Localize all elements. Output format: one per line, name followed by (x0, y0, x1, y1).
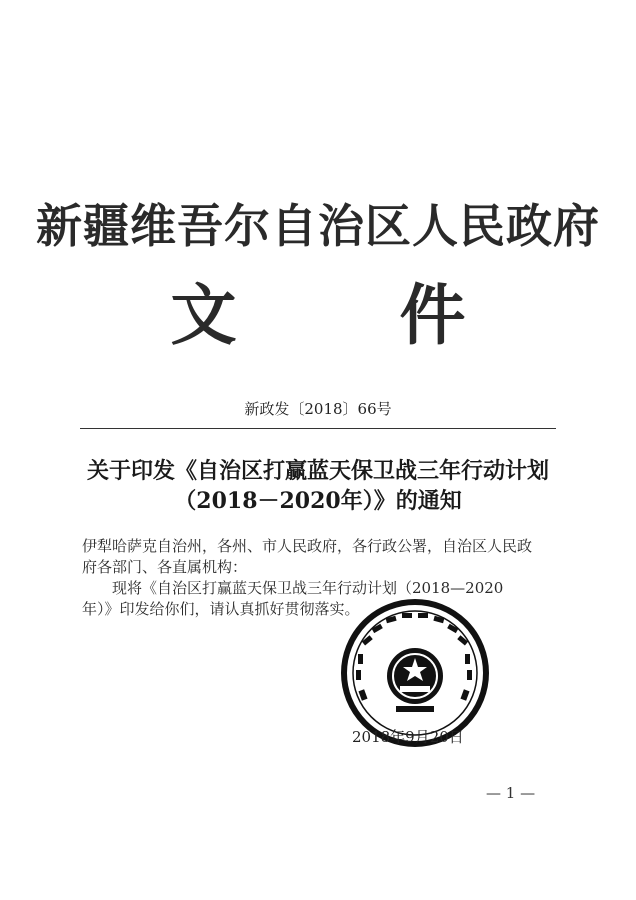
recipients-line-2: 府各部门、各直属机构： (82, 558, 248, 576)
document-type: 文 件 (170, 277, 536, 354)
issuer-name: 新疆维吾尔自治区人民政府 (36, 199, 600, 253)
title-line-1: 关于印发《自治区打赢蓝天保卫战三年行动计划 (86, 458, 549, 484)
title-line-2: （2018－2020年）》的通知 (174, 488, 462, 514)
document-number: 新政发〔2018〕66号 (244, 400, 392, 418)
content-line-2: 年）》印发给你们，请认真抓好贯彻落实。 (82, 600, 360, 618)
notice-title (60, 456, 576, 516)
issue-date: 2018年9月20日 (352, 728, 464, 746)
content-line-1: 现将《自治区打赢蓝天保卫战三年行动计划（2018—2020 (112, 579, 504, 597)
page-number: — 1 — (486, 784, 536, 802)
header-divider (80, 428, 556, 429)
recipients-line-1: 伊犁哈萨克自治州，各州、市人民政府，各行政公署，自治区人民政 (82, 537, 533, 555)
